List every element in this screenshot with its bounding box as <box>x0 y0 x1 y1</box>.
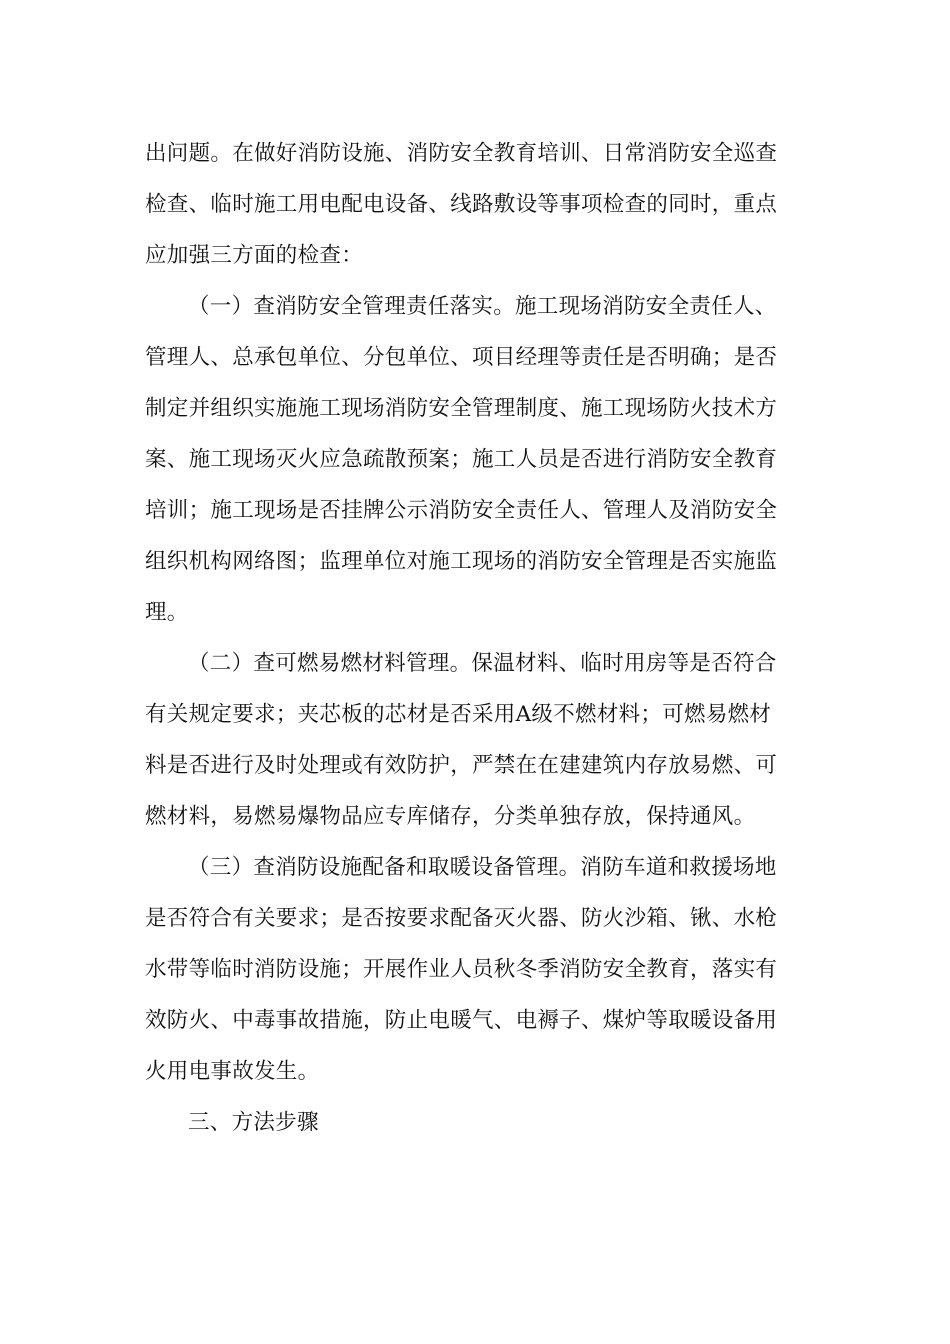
text-line: 火用电事故发生。 <box>145 1059 320 1084</box>
text-line: 料是否进行及时处理或有效防护，严禁在在建建筑内存放易燃、可 <box>145 753 778 778</box>
document-body <box>145 128 795 1148</box>
paragraph-section-2 <box>145 638 795 842</box>
text-line: 案、施工现场灭火应急疏散预案；施工人员是否进行消防安全教育 <box>145 447 778 472</box>
text-line: 水带等临时消防设施；开展作业人员秋冬季消防安全教育，落实有 <box>145 957 778 982</box>
text-line: （二）查可燃易燃材料管理。保温材料、临时用房等是否符合 <box>188 651 777 676</box>
text-line: 是否符合有关要求；是否按要求配备灭火器、防火沙箱、锹、水枪 <box>145 906 778 931</box>
text-line: 有关规定要求；夹芯板的芯材是否采用A级不燃材料；可燃易燃材 <box>145 702 772 727</box>
text-line: 理。 <box>145 600 189 625</box>
section-heading <box>145 1097 795 1148</box>
text-line: 燃材料，易燃易爆物品应专库储存，分类单独存放，保持通风。 <box>145 804 756 829</box>
paragraph-intro <box>145 128 795 281</box>
paragraph-section-3 <box>145 842 795 1097</box>
text-line: 制定并组织实施施工现场消防安全管理制度、施工现场防火技术方 <box>145 396 778 421</box>
heading-text: 三、方法步骤 <box>188 1110 319 1135</box>
text-line: 检查、临时施工用电配电设备、线路敷设等事项检查的同时，重点 <box>145 192 778 217</box>
text-line: （三）查消防设施配备和取暖设备管理。消防车道和救援场地 <box>188 855 777 880</box>
text-line: 出问题。在做好消防设施、消防安全教育培训、日常消防安全巡查 <box>145 141 778 166</box>
text-line: （一）查消防安全管理责任落实。施工现场消防安全责任人、 <box>188 294 777 319</box>
text-line: 效防火、中毒事故措施，防止电暖气、电褥子、煤炉等取暖设备用 <box>145 1008 778 1033</box>
text-line: 管理人、总承包单位、分包单位、项目经理等责任是否明确；是否 <box>145 345 778 370</box>
text-line: 培训；施工现场是否挂牌公示消防安全责任人、管理人及消防安全 <box>145 498 778 523</box>
paragraph-section-1 <box>145 281 795 638</box>
text-line: 应加强三方面的检查： <box>145 243 364 268</box>
text-line: 组织机构网络图；监理单位对施工现场的消防安全管理是否实施监 <box>145 549 778 574</box>
